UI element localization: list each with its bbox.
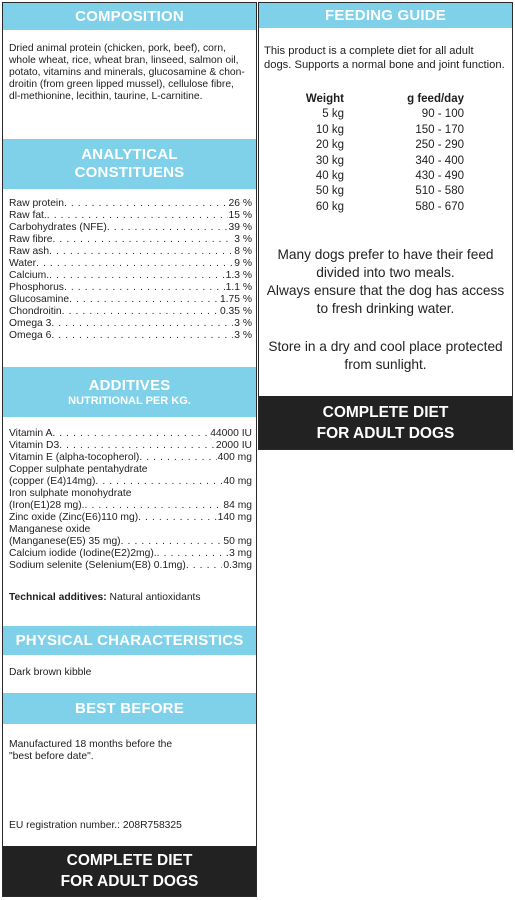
feeding-row [304, 200, 479, 215]
additive-row [9, 452, 252, 464]
feeding-amount: 340 - 400 [415, 154, 464, 167]
feeding-row [304, 184, 479, 199]
weight-column-header: Weight [305, 93, 344, 105]
composition-line: dl-methionine, lecithin, taurine, L-carnitine. [9, 91, 203, 102]
additive-row [9, 428, 252, 440]
left-panel [2, 2, 257, 897]
additives-list [9, 428, 252, 572]
feeding-note-line: to fresh drinking water. [316, 301, 455, 316]
analytical-title-line2: CONSTITUENS [74, 164, 185, 181]
additive-value: 40 mg [223, 476, 252, 487]
feeding-amount: 580 - 670 [415, 200, 464, 213]
best-before-line: Manufactured 18 months before the [9, 739, 173, 750]
additive-value: 50 mg [223, 536, 252, 547]
best-before-line: "best before date". [9, 751, 94, 762]
analytical-value: 3 % [234, 234, 252, 245]
technical-additives-value: Natural antioxidants [109, 592, 201, 603]
composition-text [9, 43, 252, 103]
feeding-intro [264, 44, 508, 72]
analytical-row [9, 198, 252, 210]
analytical-value: 15 % [228, 210, 252, 221]
analytical-value: 1.1 % [225, 282, 252, 293]
analytical-row [9, 210, 252, 222]
additive-row [9, 560, 252, 572]
feeding-table-header [304, 92, 479, 107]
analytical-label: Water [9, 258, 37, 269]
composition-line: droitin (from green lipped mussel), cellulose fibre, [9, 79, 234, 90]
registration-text [9, 820, 252, 832]
feeding-weight: 40 kg [315, 169, 344, 182]
feeding-note-line: divided into two meals. [316, 265, 455, 280]
additive-subheading: Iron sulphate monohydrate [9, 488, 132, 499]
feeding-weight: 50 kg [315, 185, 344, 198]
analytical-value: 1.3 % [225, 270, 252, 281]
feeding-amount: 250 - 290 [415, 139, 464, 152]
analytical-header [3, 139, 256, 189]
analytical-value: 3 % [234, 318, 252, 329]
feeding-amount: 150 - 170 [415, 123, 464, 136]
best-before-text [9, 739, 252, 763]
additives-header [3, 367, 256, 417]
analytical-row [9, 258, 252, 270]
feed-column-header: g feed/day [407, 93, 464, 105]
feeding-table [304, 92, 479, 215]
feeding-intro-line: dogs. Supports a normal bone and joint function. [264, 59, 505, 71]
storage-note-line: Store in a dry and cool place protected [268, 339, 503, 354]
additive-value: 2000 IU [215, 440, 252, 451]
additive-value: 44000 IU [210, 428, 252, 439]
additive-value: 140 mg [217, 512, 252, 523]
feeding-weight: 5 kg [322, 108, 344, 121]
analytical-row [9, 246, 252, 258]
analytical-label: Carbohydrates (NFE) [9, 222, 107, 233]
analytical-row [9, 294, 252, 306]
additive-label: Zinc oxide (Zinc(E6)110 mg) [9, 512, 139, 523]
feeding-weight: 20 kg [315, 139, 344, 152]
best-before-header [3, 693, 256, 724]
left-footer-banner [3, 846, 256, 896]
feeding-row [304, 138, 479, 153]
feeding-weight: 10 kg [315, 123, 344, 136]
analytical-label: Phosphorus [9, 282, 64, 293]
analytical-value: 39 % [228, 222, 252, 233]
additives-subtitle: NUTRITIONAL PER KG. [68, 394, 191, 407]
additive-row [9, 476, 252, 488]
analytical-label: Raw fibre [9, 234, 53, 245]
storage-note-line: from sunlight. [344, 357, 427, 372]
analytical-value: 0.35 % [219, 306, 252, 317]
additive-label: Sodium selenite (Selenium(E8) 0.1mg) [9, 560, 186, 571]
additive-label: (Manganese(E5) 35 mg) [9, 536, 121, 547]
analytical-label: Omega 6 [9, 330, 52, 341]
analytical-value: 1.75 % [219, 294, 252, 305]
composition-line: potato, vitamins and minerals, glucosamine & chon- [9, 67, 245, 78]
analytical-value: 26 % [228, 198, 252, 209]
feeding-amount: 90 - 100 [421, 108, 464, 121]
additive-label: Vitamin E (alpha-tocopherol) [9, 452, 140, 463]
additive-label: (copper (E4)14mg) [9, 476, 96, 487]
additive-label: (Iron(E1)28 mg). [9, 500, 85, 511]
best-before-title: BEST BEFORE [75, 699, 184, 717]
feeding-note-line: Always ensure that the dog has access [266, 283, 505, 298]
additive-value: 400 mg [217, 452, 252, 463]
analytical-label: Chondroitin [9, 306, 62, 317]
composition-line: whole wheat, rice, wheat bran, linseed, salmon oil, [9, 55, 239, 66]
additive-label: Vitamin A [9, 428, 53, 439]
analytical-title-line1: ANALYTICAL [81, 146, 178, 163]
analytical-list [9, 198, 252, 342]
feeding-title: FEEDING GUIDE [325, 6, 446, 24]
additive-row [9, 512, 252, 524]
additive-subheading: Copper sulphate pentahydrate [9, 464, 148, 475]
additive-row [9, 440, 252, 452]
additive-subheading: Manganese oxide [9, 524, 91, 535]
right-panel [258, 2, 513, 450]
analytical-row [9, 282, 252, 294]
feeding-note [259, 246, 512, 318]
right-footer-line1: COMPLETE DIET [322, 403, 449, 421]
analytical-row [9, 234, 252, 246]
additive-row [9, 548, 252, 560]
feeding-intro-line: This product is a complete diet for all adult [264, 45, 474, 57]
additives-title: ADDITIVES [88, 376, 171, 394]
composition-line: Dried animal protein (chicken, pork, beef), corn, [9, 43, 226, 54]
physical-title: PHYSICAL CHARACTERISTICS [15, 631, 244, 649]
feeding-amount: 430 - 490 [415, 169, 464, 182]
analytical-label: Raw ash [9, 246, 50, 257]
analytical-value: 9 % [234, 258, 252, 269]
analytical-label: Glucosamine [9, 294, 70, 305]
additive-row [9, 536, 252, 548]
additive-label: Calcium iodide (Iodine(E2)2mg). [9, 548, 157, 559]
feeding-row [304, 169, 479, 184]
feeding-row [304, 123, 479, 138]
additive-value: 84 mg [223, 500, 252, 511]
physical-text [9, 667, 252, 679]
analytical-row [9, 318, 252, 330]
right-footer-banner [259, 396, 512, 449]
analytical-row [9, 306, 252, 318]
feeding-note-line: Many dogs prefer to have their feed [277, 247, 494, 262]
left-footer-line1: COMPLETE DIET [66, 852, 193, 869]
feeding-header [259, 3, 512, 28]
composition-title: COMPOSITION [75, 7, 184, 25]
physical-header [3, 626, 256, 655]
right-footer-line2: FOR ADULT DOGS [316, 424, 455, 442]
additive-row [9, 500, 252, 512]
analytical-label: Omega 3 [9, 318, 52, 329]
left-footer-line2: FOR ADULT DOGS [60, 873, 199, 890]
physical-description: Dark brown kibble [9, 667, 92, 678]
feeding-weight: 30 kg [315, 154, 344, 167]
additive-value: 0.3mg [223, 560, 252, 571]
feeding-amount: 510 - 580 [415, 185, 464, 198]
additive-label: Vitamin D3 [9, 440, 60, 451]
analytical-value: 8 % [234, 246, 252, 257]
feeding-row [304, 154, 479, 169]
feeding-row [304, 107, 479, 122]
analytical-row [9, 222, 252, 234]
composition-header [3, 3, 256, 30]
analytical-row [9, 270, 252, 282]
storage-note [259, 338, 512, 374]
registration-number: EU registration number.: 208R758325 [9, 820, 182, 831]
analytical-label: Raw fat. [9, 210, 47, 221]
analytical-value: 3 % [234, 330, 252, 341]
additive-value: 3 mg [229, 548, 252, 559]
feeding-weight: 60 kg [315, 200, 344, 213]
analytical-label: Raw protein [9, 198, 64, 209]
analytical-row [9, 330, 252, 342]
technical-additives-label: Technical additives: [9, 592, 107, 603]
analytical-label: Calcium. [9, 270, 50, 281]
technical-additives [9, 592, 252, 604]
